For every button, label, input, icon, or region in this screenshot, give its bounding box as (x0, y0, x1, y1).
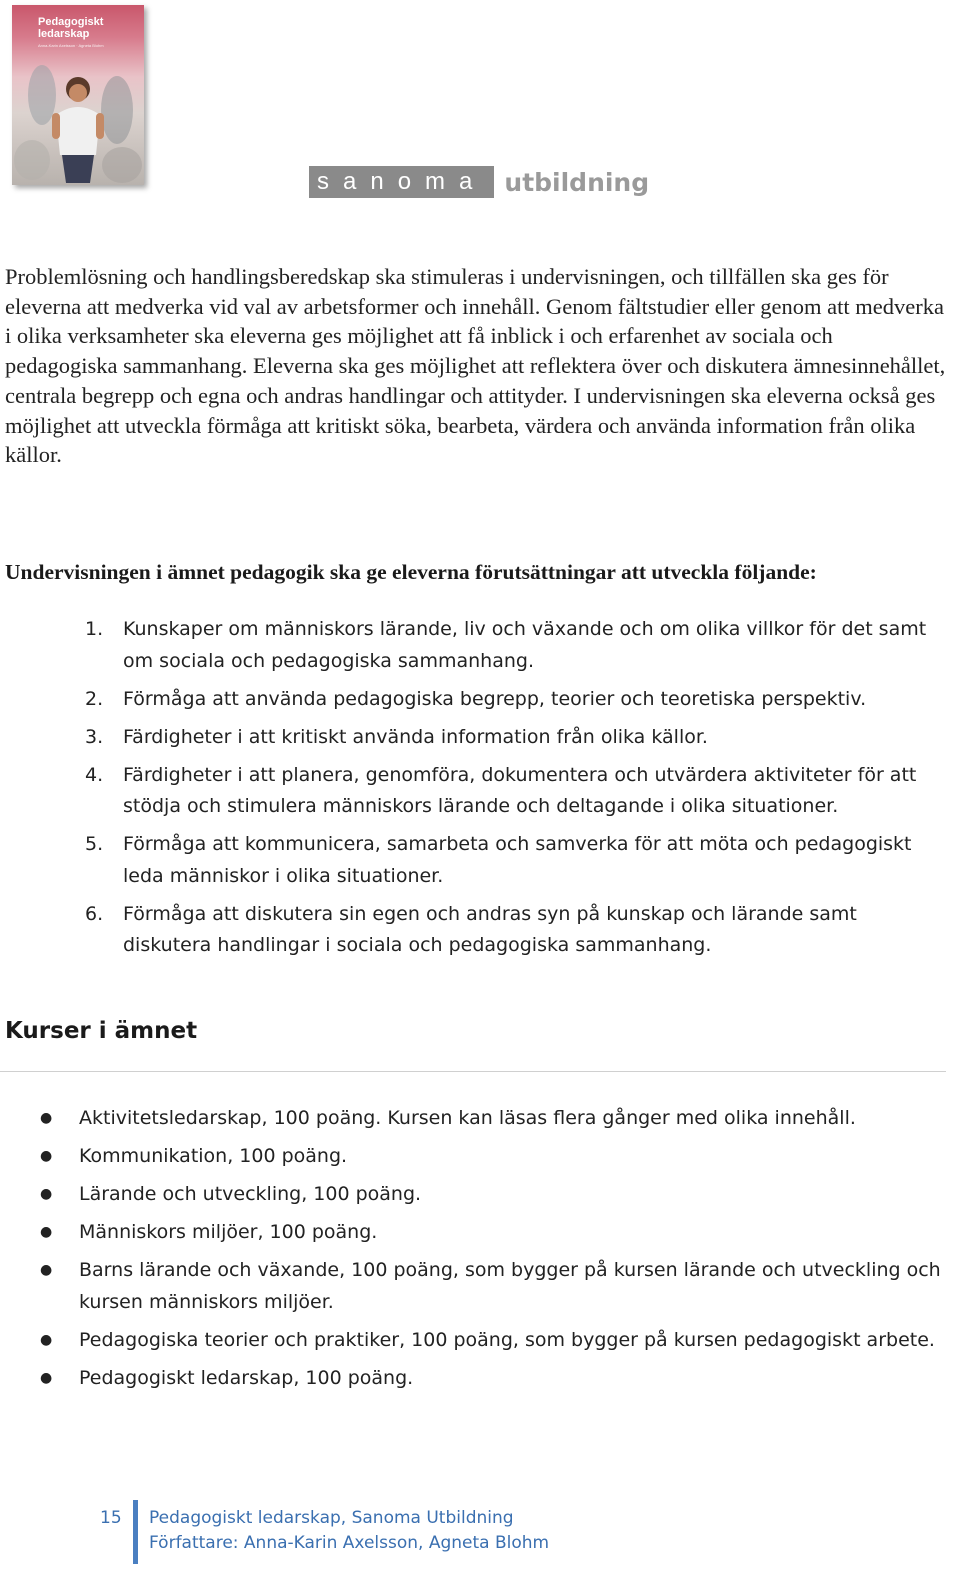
item-number: 5. (85, 833, 104, 855)
item-text: Förmåga att använda pedagogiska begrepp, teorier och teoretiska perspektiv. (123, 687, 867, 710)
course-text: Människors miljöer, 100 poäng. (79, 1221, 378, 1243)
list-item (85, 722, 945, 754)
bullet-icon: ● (40, 1262, 53, 1278)
footer-line-2: Författare: Anna-Karin Axelsson, Agneta Blohm (149, 1533, 550, 1553)
course-text: Pedagogiskt ledarskap, 100 poäng. (79, 1366, 414, 1389)
item-number: 6. (85, 902, 104, 925)
bullet-icon: ● (40, 1110, 53, 1126)
book-cover (12, 5, 144, 185)
list-item (85, 829, 945, 892)
item-text: Förmåga att diskutera sin egen och andras syn på kunskap och lärande samt diskutera handlingar i sociala och pedagogiska sammanhang. (123, 902, 857, 956)
divider (0, 1071, 946, 1072)
course-text: Pedagogiska teorier och praktiker, 100 poäng, som bygger på kursen pedagogiskt arbete. (79, 1328, 935, 1351)
item-text: Färdigheter i att planera, genomföra, dokumentera och utvärdera aktiviteter för att stödja och stimulera människors lärande och deltagande i olika situationer. (123, 763, 917, 817)
list-item (40, 1325, 945, 1357)
list-item (40, 1217, 945, 1249)
footer-line-1: Pedagogiskt ledarskap, Sanoma Utbildning (149, 1508, 514, 1528)
bullet-icon: ● (40, 1224, 53, 1240)
course-text: Lärande och utveckling, 100 poäng. (79, 1183, 422, 1205)
course-text: Barns lärande och växande, 100 poäng, som bygger på kursen lärande och utveckling och kursen människors miljöer. (79, 1259, 941, 1313)
cover-photo (12, 55, 144, 185)
list-item (40, 1179, 945, 1211)
courses-heading: Kurser i ämnet (5, 1018, 198, 1044)
bullet-icon: ● (40, 1331, 53, 1348)
cover-title: Pedagogiskt ledarskap (38, 16, 104, 40)
item-text: Förmåga att kommunicera, samarbeta och samverka för att möta och pedagogiskt leda människor i olika situationer. (123, 833, 912, 887)
footer-accent-bar (133, 1500, 138, 1564)
list-item (85, 614, 945, 677)
cover-subtitle: Anna-Karin Axelsson · Agneta Blohm (38, 43, 104, 48)
item-number: 1. (85, 618, 104, 640)
item-number: 2. (85, 687, 104, 710)
list-item (85, 760, 945, 823)
goals-list (85, 614, 945, 968)
sanoma-utbildning-logo (309, 166, 649, 198)
list-item (40, 1103, 945, 1135)
list-item (85, 899, 945, 962)
bullet-icon: ● (40, 1369, 53, 1386)
list-item (40, 1255, 945, 1318)
course-text: Kommunikation, 100 poäng. (79, 1145, 348, 1167)
footer (149, 1506, 549, 1556)
list-item (40, 1363, 945, 1395)
list-item (85, 684, 945, 716)
logo-word: utbildning (504, 167, 650, 197)
page-number: 15 (100, 1508, 122, 1528)
bullet-icon: ● (40, 1148, 53, 1164)
course-text: Aktivitetsledarskap, 100 poäng. Kursen kan läsas flera gånger med olika innehåll. (79, 1107, 856, 1129)
bullet-icon: ● (40, 1186, 53, 1202)
item-number: 4. (85, 763, 104, 786)
logo-brand: sanoma (309, 166, 494, 198)
goals-subheading: Undervisningen i ämnet pedagogik ska ge eleverna förutsättningar att utveckla följande: (5, 560, 817, 584)
courses-list (40, 1103, 945, 1401)
intro-paragraph: Problemlösning och handlingsberedskap ska stimuleras i undervisningen, och tillfällen ska ges för eleverna att medverka vid val av arbetsformer och innehåll. Genom fältstudier eller genom att medverka i olika verksamheter ska eleverna ges möjlighet att få inblick i och erfarenhet av sociala och pedagogiska sammanhang. Eleverna ska ges möjlighet att reflektera över och diskutera ämnesinnehållet, centrala begrepp och egna och andras handlingar och attityder. I undervisningen ska eleverna också ges möjlighet att utveckla förmåga att kritiskt söka, bearbeta, värdera och använda information från olika källor. (5, 264, 946, 468)
item-number: 3. (85, 725, 104, 748)
item-text: Kunskaper om människors lärande, liv och växande och om olika villkor för det samt om sociala och pedagogiska sammanhang. (123, 618, 927, 672)
item-text: Färdigheter i att kritiskt använda information från olika källor. (123, 725, 708, 748)
list-item (40, 1141, 945, 1173)
